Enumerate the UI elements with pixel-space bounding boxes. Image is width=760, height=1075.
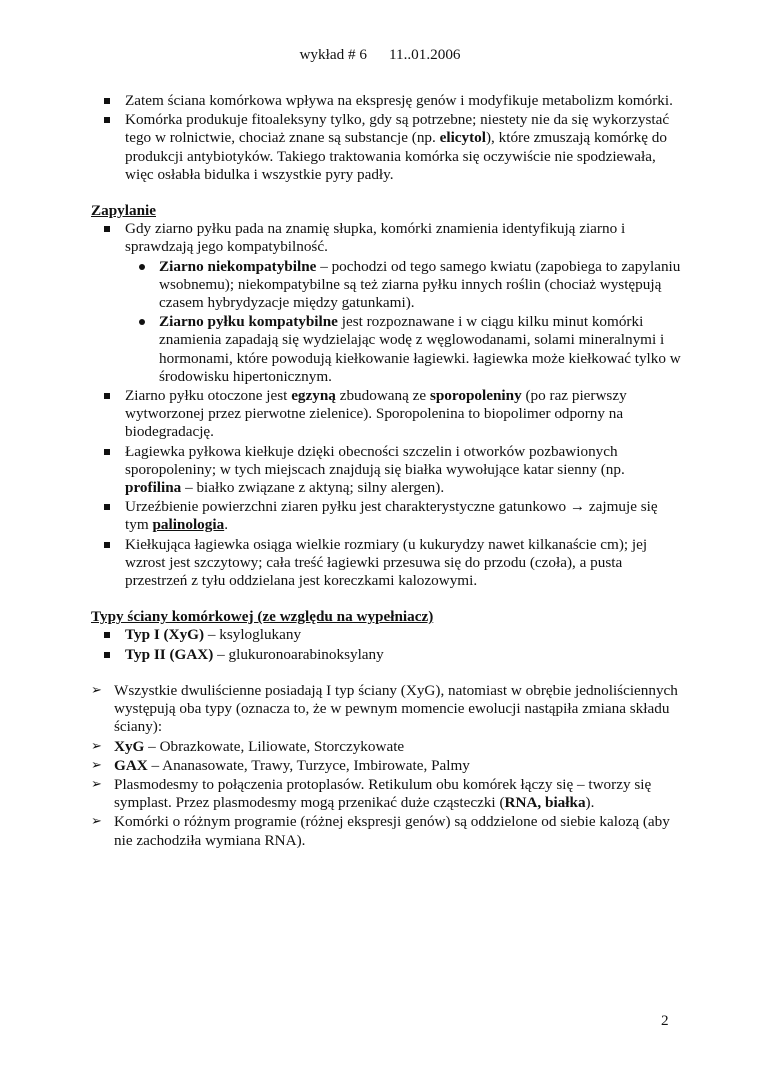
- list-item: Ziarno pyłku otoczone jest egzyną zbudowaną ze sporopoleniny (po raz pierwszy wytworzonej przez pierwotne zielenice). Sporopolenina to biopolimer odporny na biodegradację.: [91, 387, 681, 442]
- list-item: ➢ Plasmodesmy to połączenia protoplasów. Retikulum obu komórek łączy się – tworzy się symplast. Przez plasmodesmy mogą przenikać duże cząsteczki (RNA, białka).: [91, 776, 681, 812]
- document-body: [91, 92, 681, 851]
- zapylanie-list: [91, 220, 681, 256]
- list-item: Gdy ziarno pyłku pada na znamię słupka, komórki znamienia identyfikują ziarno i sprawdzają jego kompatybilność.: [91, 220, 681, 256]
- lecture-date: 11..01.2006: [388, 46, 461, 63]
- list-item: Komórka produkuje fitoaleksyny tylko, gdy są potrzebne; niestety nie da się wykorzystać tego w rolnictwie, chociaż znane są substancje (np. elicytol), które zmuszają komórkę do produkcji antybiotyków. Takiego traktowania komórka się oczywiście nie spodziewała, więc osłabła bidulka i wszystkie pyry padły.: [91, 111, 681, 184]
- term-palinologia: palinologia: [152, 516, 225, 534]
- list-item: Kiełkująca łagiewka osiąga wielkie rozmiary (u kukurydzy nawet kilkanaście cm); jej wzrost jest szczytowy; cała treść łagiewki przesuwa się do przodu (czoła), a pusta przestrzeń z tyłu oddzielana jest koreczkami kalozowymi.: [91, 536, 681, 591]
- wall-types-list: [91, 626, 681, 663]
- arrow-right-icon: →: [569, 498, 586, 516]
- list-item: Ziarno pyłku kompatybilne jest rozpoznawane i w ciągu kilku minut komórki znamienia zapadają się wydzielając wodę z węglowodanami, solami mineralnymi i hormonami, które powodują kiełkowanie łagiewki. łagiewka może kiełkować tylko w środowisku hipertonicznym.: [91, 313, 681, 386]
- list-item: ➢ GAX – Ananasowate, Trawy, Turzyce, Imbirowate, Palmy: [91, 757, 681, 775]
- list-item: Urzeźbienie powierzchni ziaren pyłku jest charakterystyczne gatunkowo → zajmuje się tym palinologia.: [91, 498, 681, 534]
- section-heading-zapylanie: Zapylanie: [91, 202, 156, 220]
- list-item: Ziarno niekompatybilne – pochodzi od tego samego kwiatu (zapobiega to zapylaniu wsobnemu); niekompatybilne są też ziarna pyłku innych roślin (chociaż występują czasem hybrydyzacje między gatunkami).: [91, 258, 681, 313]
- list-item: ➢ XyG – Obrazkowate, Liliowate, Storczykowate: [91, 738, 681, 756]
- page-header: [0, 46, 760, 64]
- zapylanie-list-continued: [91, 387, 681, 590]
- term-elicytol: elicytol: [439, 129, 486, 147]
- intro-list: [91, 92, 681, 184]
- section-heading-typy: Typy ściany komórkowej (ze względu na wypełniacz): [91, 608, 434, 626]
- notes-arrow-list: [91, 682, 681, 850]
- list-item: ➢ Wszystkie dwuliścienne posiadają I typ ściany (XyG), natomiast w obrębie jednoliściennych występują oba typy (oznacza to, że w pewnym momencie ewolucji nastąpiła zmiana składu ściany):: [91, 682, 681, 737]
- lecture-label: wykład # 6: [299, 46, 367, 63]
- list-item: Łagiewka pyłkowa kiełkuje dzięki obecności szczelin i otworków pozbawionych sporopoleniny; w tych miejscach znajdują się białka wywołujące katar sienny (np. profilina – białko związane z aktyną; silny alergen).: [91, 443, 681, 498]
- page-number: 2: [661, 1012, 669, 1029]
- list-item: ➢ Komórki o różnym programie (różnej ekspresji genów) są oddzielone od siebie kalozą (aby nie zachodziła wymiana RNA).: [91, 813, 681, 849]
- list-item: Typ I (XyG) – ksyloglukany: [91, 626, 681, 644]
- list-item: Typ II (GAX) – glukuronoarabinoksylany: [91, 646, 681, 664]
- list-item: Zatem ściana komórkowa wpływa na ekspresję genów i modyfikuje metabolizm komórki.: [91, 92, 681, 110]
- compatibility-sublist: [91, 258, 681, 386]
